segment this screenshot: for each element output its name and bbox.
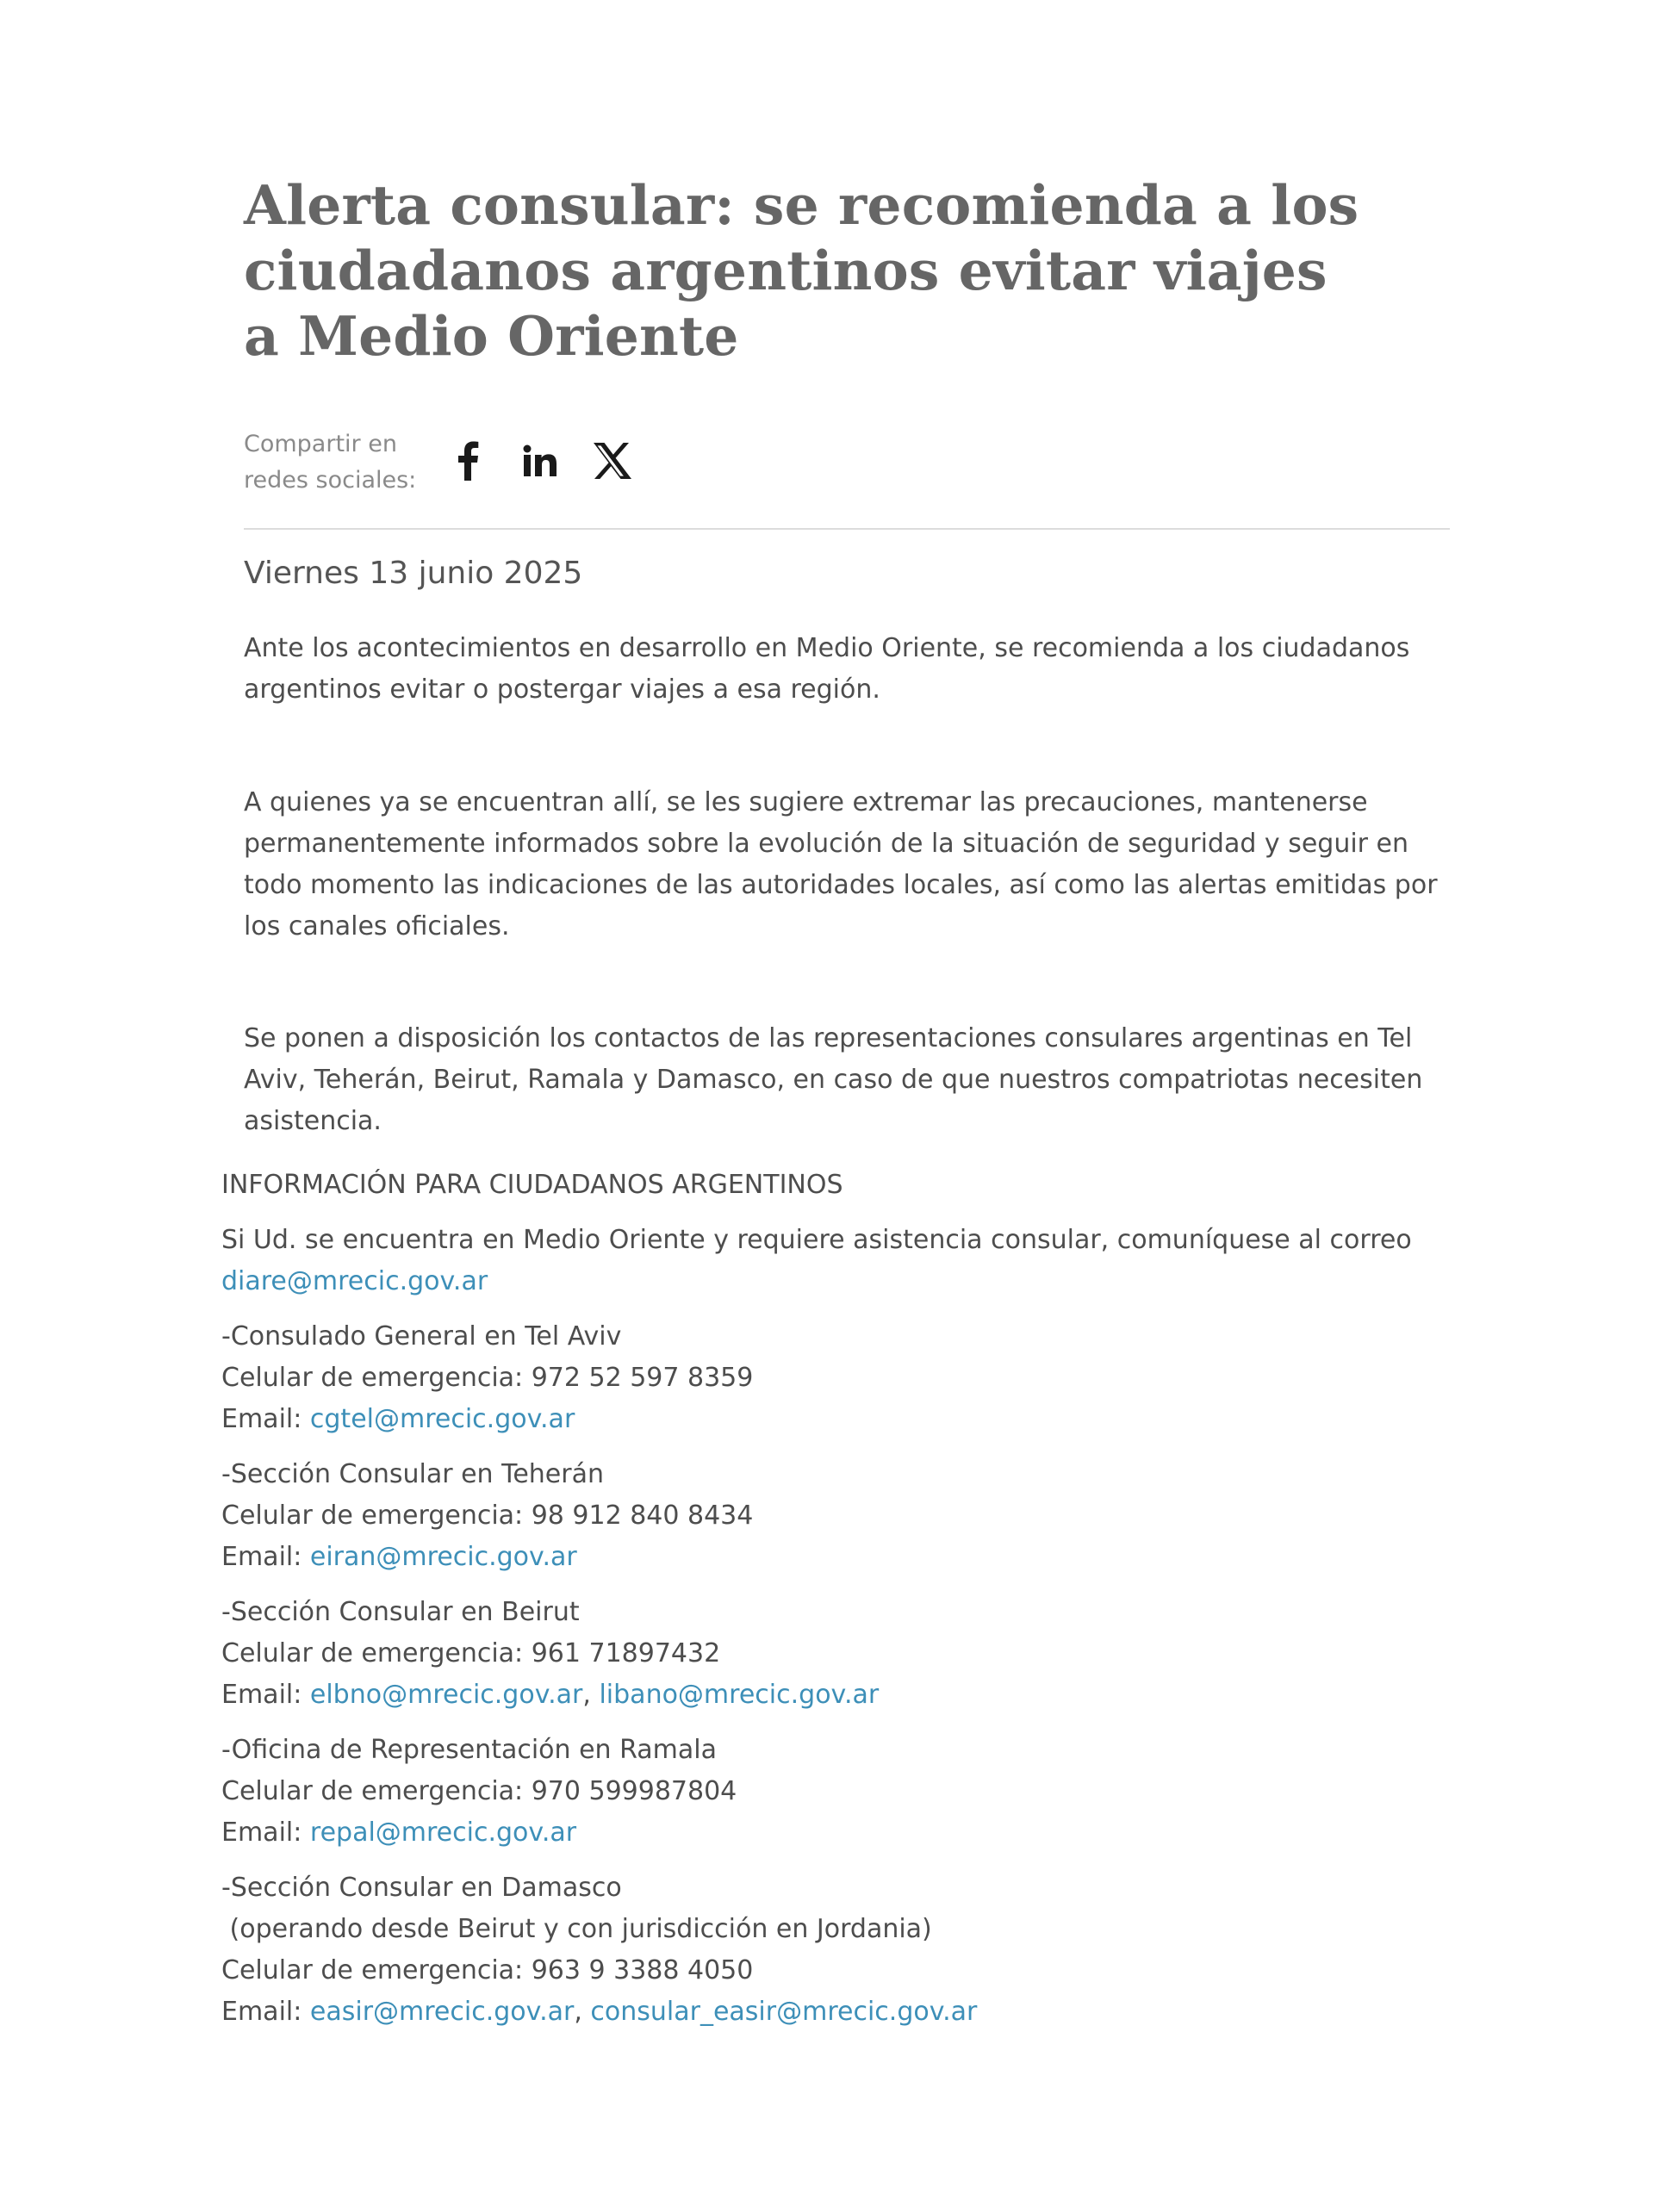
office-phone: Celular de emergencia: 970 599987804 — [221, 1776, 737, 1806]
office-contact — [221, 1316, 1471, 1440]
email-label: Email: — [221, 1404, 310, 1434]
article-paragraph: A quienes ya se encuentran allí, se les sugiere extremar las precauciones, mantenerse permanentemente informados sobre la evolución de la situación de seguridad y seguir en todo momento las indicaciones de las autoridades locales, así como las alertas emitidas por los canales oficiales. — [244, 787, 1438, 941]
info-intro-text: Si Ud. se encuentra en Medio Oriente y requiere asistencia consular, comuníquese al correo — [221, 1225, 1412, 1255]
office-note: (operando desde Beirut y con jurisdicción en Jordania) — [221, 1914, 932, 1944]
offices-list — [221, 1316, 1471, 2033]
office-email-line — [221, 1675, 1471, 1716]
office-email-line — [221, 1812, 1471, 1854]
email-link[interactable]: eiran@mrecic.gov.ar — [309, 1542, 577, 1572]
article-paragraph: Se ponen a disposición los contactos de las representaciones consulares argentinas en Tel Aviv, Teherán, Beirut, Ramala y Damasco, en caso de que nuestros compatriotas necesiten asistencia. — [244, 1023, 1423, 1136]
office-contact — [221, 1592, 1471, 1716]
office-phone: Celular de emergencia: 98 912 840 8434 — [221, 1501, 754, 1531]
email-label: Email: — [221, 1542, 310, 1572]
office-name: -Sección Consular en Damasco — [221, 1873, 622, 1903]
office-email-line — [221, 1991, 1471, 2033]
info-heading: INFORMACIÓN PARA CIUDADANOS ARGENTINOS — [221, 1170, 843, 1200]
email-link[interactable]: repal@mrecic.gov.ar — [309, 1817, 577, 1848]
article-paragraph: Ante los acontecimientos en desarrollo en Medio Oriente, se recomienda a los ciudadanos argentinos evitar o postergar viajes a esa región. — [244, 633, 1410, 705]
office-name: -Sección Consular en Beirut — [221, 1597, 580, 1627]
office-name: -Sección Consular en Teherán — [221, 1459, 604, 1489]
email-link[interactable]: consular_easir@mrecic.gov.ar — [590, 1997, 978, 2027]
email-label: Email: — [221, 1680, 310, 1710]
office-phone: Celular de emergencia: 963 9 3388 4050 — [221, 1955, 754, 1985]
office-email-line — [221, 1537, 1471, 1578]
share-bar — [244, 425, 1450, 530]
office-phone: Celular de emergencia: 972 52 597 8359 — [221, 1363, 754, 1393]
page-title: Alerta consular: se recomienda a los ciudadanos argentinos evitar viajes a Medio Oriente — [244, 173, 1359, 368]
article-header — [244, 172, 1450, 369]
email-link[interactable]: elbno@mrecic.gov.ar — [309, 1680, 583, 1710]
intro-email-link[interactable]: diare@mrecic.gov.ar — [221, 1266, 488, 1296]
email-link[interactable]: easir@mrecic.gov.ar — [309, 1997, 575, 2027]
publish-date: Viernes 13 junio 2025 — [244, 556, 583, 591]
email-separator: , — [582, 1680, 600, 1710]
facebook-icon[interactable] — [442, 437, 494, 485]
email-link[interactable]: cgtel@mrecic.gov.ar — [309, 1404, 575, 1434]
email-separator: , — [574, 1997, 591, 2027]
office-contact — [221, 1867, 1471, 2033]
consular-info — [221, 1165, 1471, 2047]
office-email-line — [221, 1399, 1471, 1440]
share-icons — [442, 437, 659, 485]
share-label: Compartir en redes sociales: — [244, 431, 417, 494]
info-intro — [221, 1220, 1471, 1302]
office-name: -Consulado General en Tel Aviv — [221, 1321, 622, 1351]
office-contact — [221, 1454, 1471, 1578]
email-label: Email: — [221, 1817, 310, 1848]
office-contact — [221, 1730, 1471, 1854]
office-phone: Celular de emergencia: 961 71897432 — [221, 1638, 721, 1668]
office-name: -Oficina de Representación en Ramala — [221, 1735, 717, 1765]
email-label: Email: — [221, 1997, 310, 2027]
linkedin-icon[interactable] — [514, 437, 566, 485]
x-icon[interactable] — [587, 437, 638, 485]
email-link[interactable]: libano@mrecic.gov.ar — [599, 1680, 880, 1710]
